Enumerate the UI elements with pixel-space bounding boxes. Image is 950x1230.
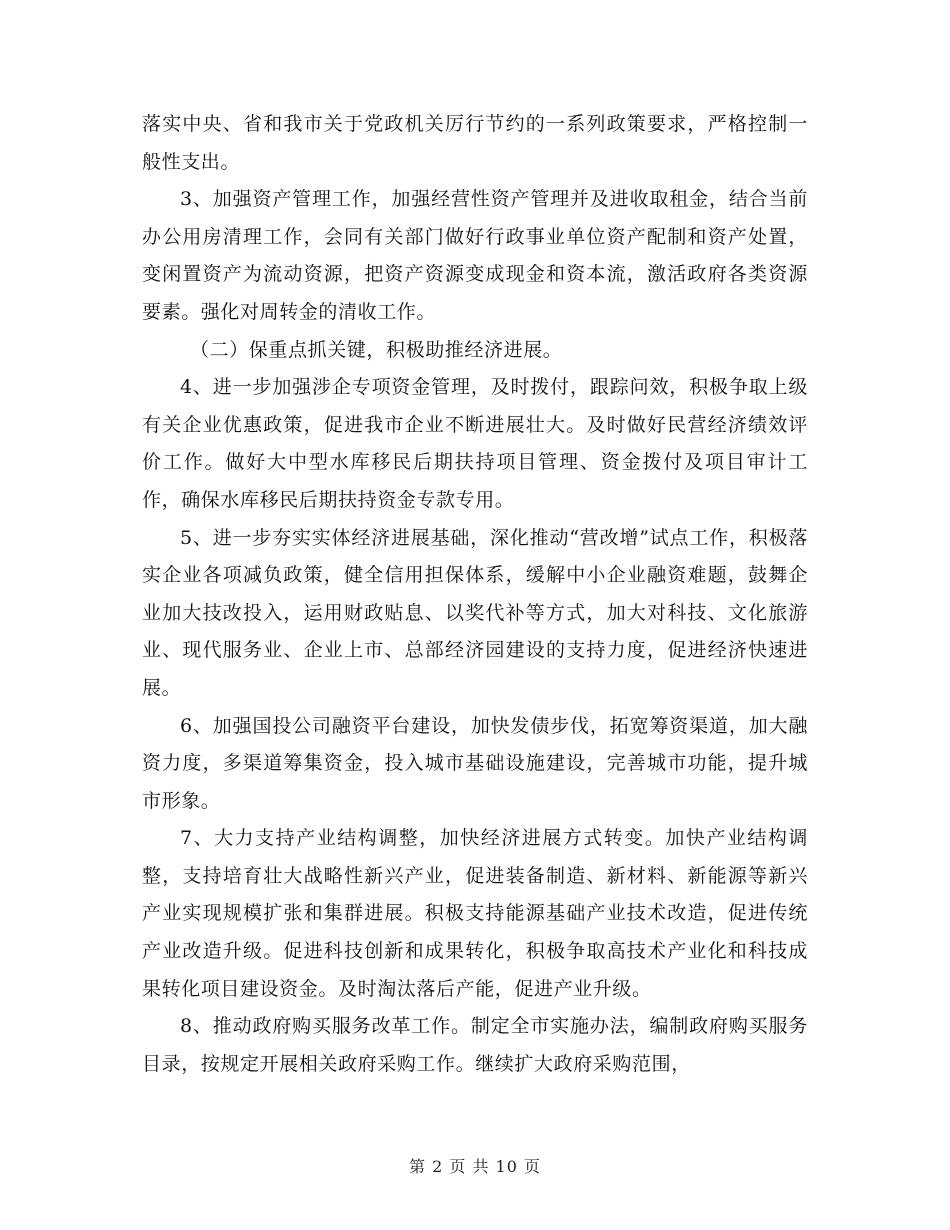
- paragraph-continuation: 落实中央、省和我市关于党政机关厉行节约的一系列政策要求，严格控制一般性支出。: [142, 113, 808, 173]
- page-number-footer: 第 2 页 共 10 页: [409, 1157, 541, 1176]
- paragraph-item-8: 8、推动政府购买服务改革工作。制定全市实施办法，编制政府购买服务目录，按规定开展相关政府采购工作。继续扩大政府采购范围，: [142, 1015, 808, 1075]
- paragraph-item-6: 6、加强国投公司融资平台建设，加快发债步伐，拓宽筹资渠道，加大融资力度，多渠道筹集资金，投入城市基础设施建设，完善城市功能，提升城市形象。: [142, 714, 808, 812]
- paragraph-item-3: 3、加强资产管理工作，加强经营性资产管理并及进收取租金，结合当前办公用房清理工作，会同有关部门做好行政事业单位资产配制和资产处置，变闲置资产为流动资源，把资产资源变成现金和资本流，激活政府各类资源要素。强化对周转金的清收工作。: [142, 188, 808, 323]
- paragraph-item-4: 4、进一步加强涉企专项资金管理，及时拨付，跟踪问效，积极争取上级有关企业优惠政策，促进我市企业不断进展壮大。及时做好民营经济绩效评价工作。做好大中型水库移民后期扶持项目管理、资金拨付及项目审计工作，确保水库移民后期扶持资金专款专用。: [142, 376, 808, 511]
- section-heading-2: （二）保重点抓关键，积极助推经济进展。: [190, 338, 563, 361]
- document-body: [142, 106, 808, 1083]
- paragraph-item-5: 5、进一步夯实实体经济进展基础，深化推动“营改增”试点工作，积极落实企业各项减负政策，健全信用担保体系，缓解中小企业融资难题，鼓舞企业加大技改投入，运用财政贴息、以奖代补等方式，加大对科技、文化旅游业、现代服务业、企业上市、总部经济园建设的支持力度，促进经济快速进展。: [142, 526, 808, 699]
- paragraph-item-7: 7、大力支持产业结构调整，加快经济进展方式转变。加快产业结构调整，支持培育壮大战略性新兴产业，促进装备制造、新材料、新能源等新兴产业实现规模扩张和集群进展。积极支持能源基础产业技术改造，促进传统产业改造升级。促进科技创新和成果转化，积极争取高技术产业化和科技成果转化项目建设资金。及时淘汰落后产能，促进产业升级。: [142, 827, 808, 1000]
